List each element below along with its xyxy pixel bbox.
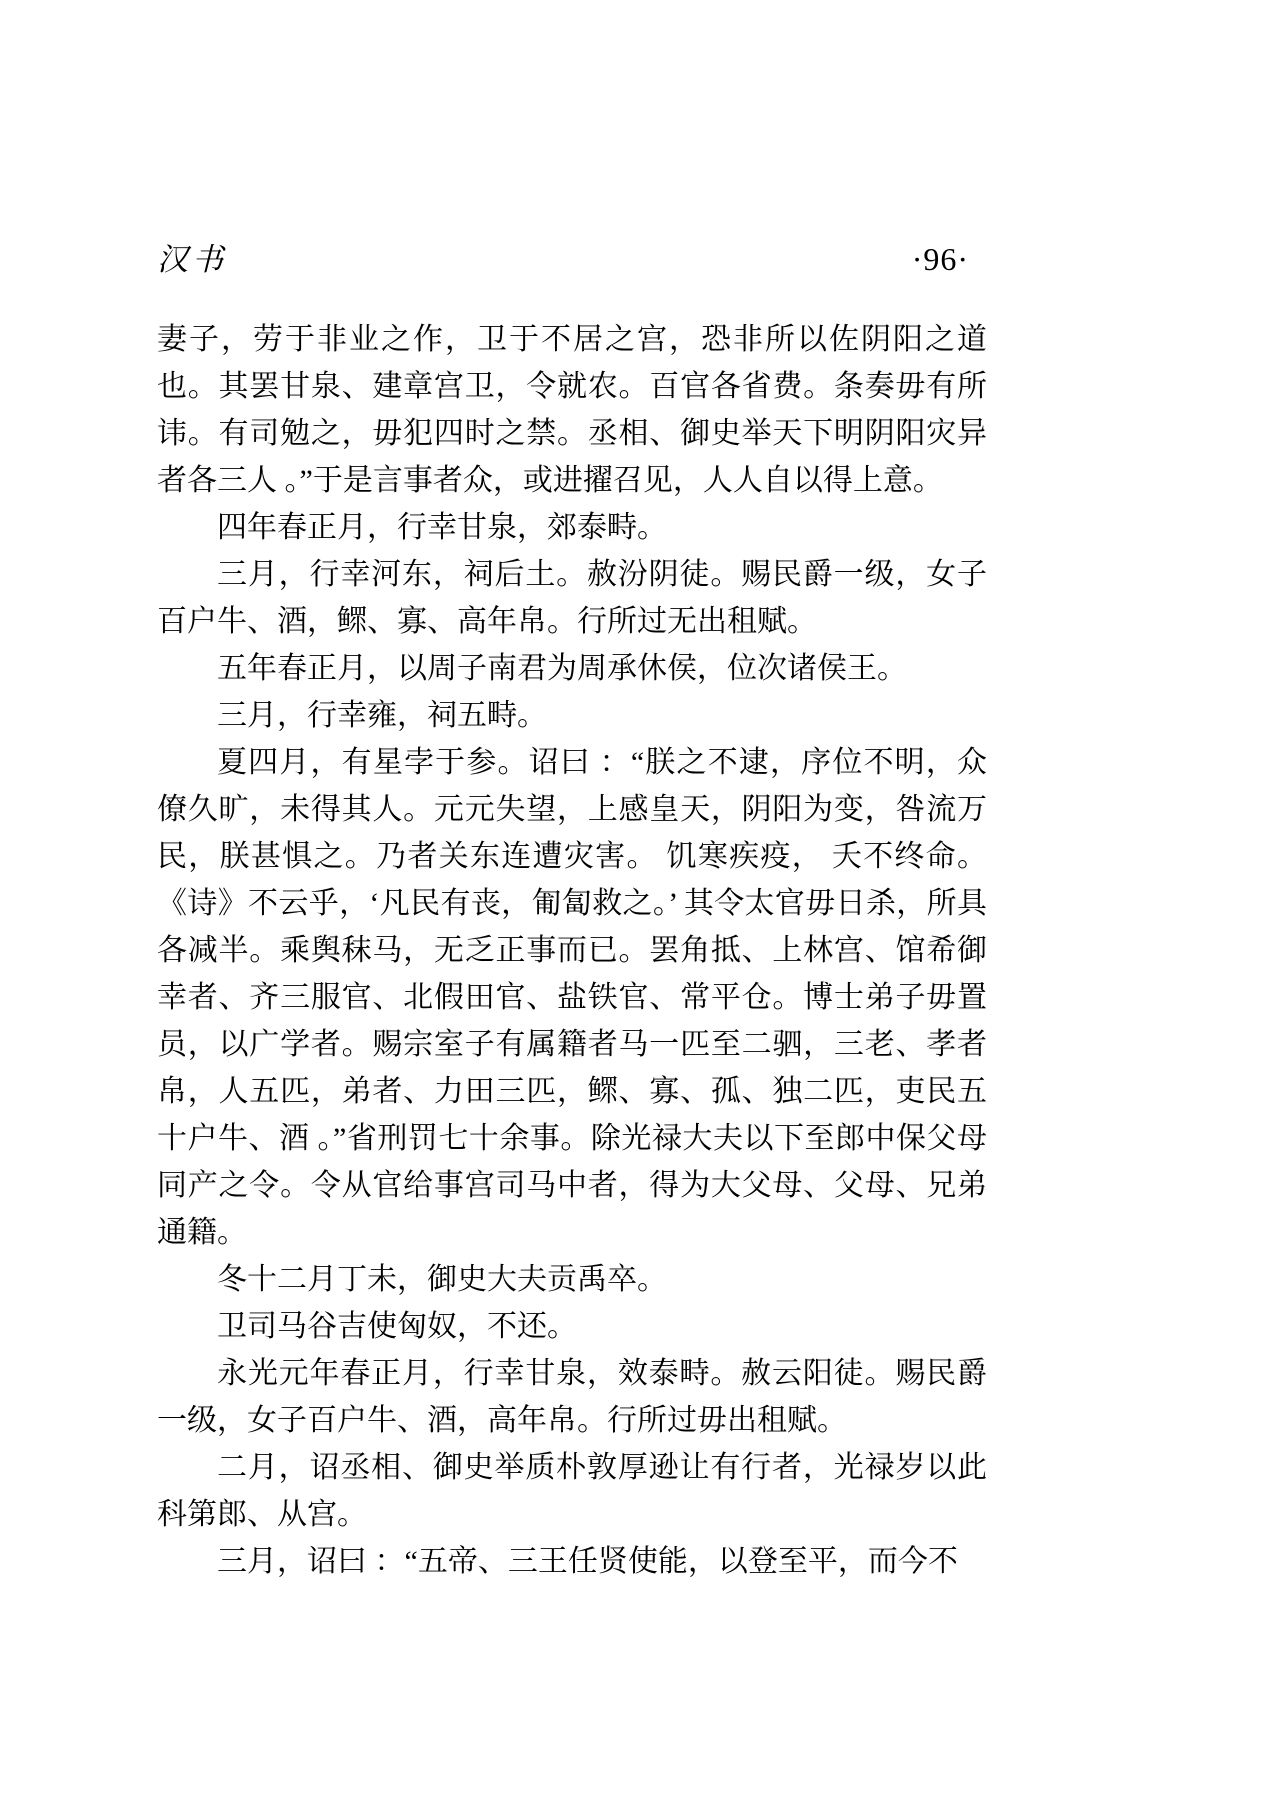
paragraph-6: 夏四月，有星孛于参。诏曰 ：“朕之不逮，序位不明，众僚久旷，未得其人。元元失望，上感皇天，阴阳为变，咎流万民，朕甚惧之。乃者关东连遭灾害。 饥寒疾疫， 夭不终命。《诗》不云乎，‘凡民有丧，匍匐救之。’ 其令太官毋日杀，所具各减半。乘舆秣马，无乏正事而已。罢角抵、上林宫、馆希御幸者、齐三服官、北假田官、盐铁官、常平仓。博士弟子毋置员，以广学者。赐宗室子有属籍者马一匹至二驷，三老、孝者帛，人五匹，弟者、力田三匹，鳏、寡、孤、独二匹，吏民五十户牛、酒 。”省刑罚七十余事。除光禄大夫以下至郎中保父母同产之令。令从官给事宫司马中者，得为大父母、父母、兄弟通籍。 [157,746,987,1249]
body-text-block [157,316,987,1585]
paragraph-11: 三月，诏曰 ：“五帝、三王任贤使能，以登至平，而今不 [217,1545,958,1578]
paragraph-1: 妻子，劳于非业之作，卫于不居之宫，恐非所以佐阴阳之道也。其罢甘泉、建章宫卫，令就农。百官各省费。条奏毋有所讳。有司勉之，毋犯四时之禁。丞相、御史举天下明阴阳灾异者各三人 。”于是言事者众，或进擢召见，人人自以得上意。 [157,323,987,497]
paragraph-10: 二月，诏丞相、御史举质朴敦厚逊让有行者，光禄岁以此科第郎、从宫。 [157,1451,987,1531]
paragraph-3: 三月，行幸河东，祠后土。赦汾阴徒。赐民爵一级，女子百户牛、酒，鳏、寡、高年帛。行所过无出租赋。 [157,558,987,638]
page-header [157,234,969,279]
paragraph-4: 五年春正月，以周子南君为周承休侯，位次诸侯王。 [217,652,907,685]
paragraph-5: 三月，行幸雍，祠五畤。 [217,699,547,732]
paragraph-8: 卫司马谷吉使匈奴，不还。 [217,1310,577,1343]
paragraph-9: 永光元年春正月，行幸甘泉，效泰畤。赦云阳徒。赐民爵一级，女子百户牛、酒，高年帛。行所过毋出租赋。 [157,1357,987,1437]
paragraph-7: 冬十二月丁未，御史大夫贡禹卒。 [217,1263,667,1296]
paragraph-2: 四年春正月，行幸甘泉，郊泰畤。 [217,511,667,544]
page-number: ·96· [911,241,969,277]
running-head-book-title: 汉书 [157,242,227,277]
